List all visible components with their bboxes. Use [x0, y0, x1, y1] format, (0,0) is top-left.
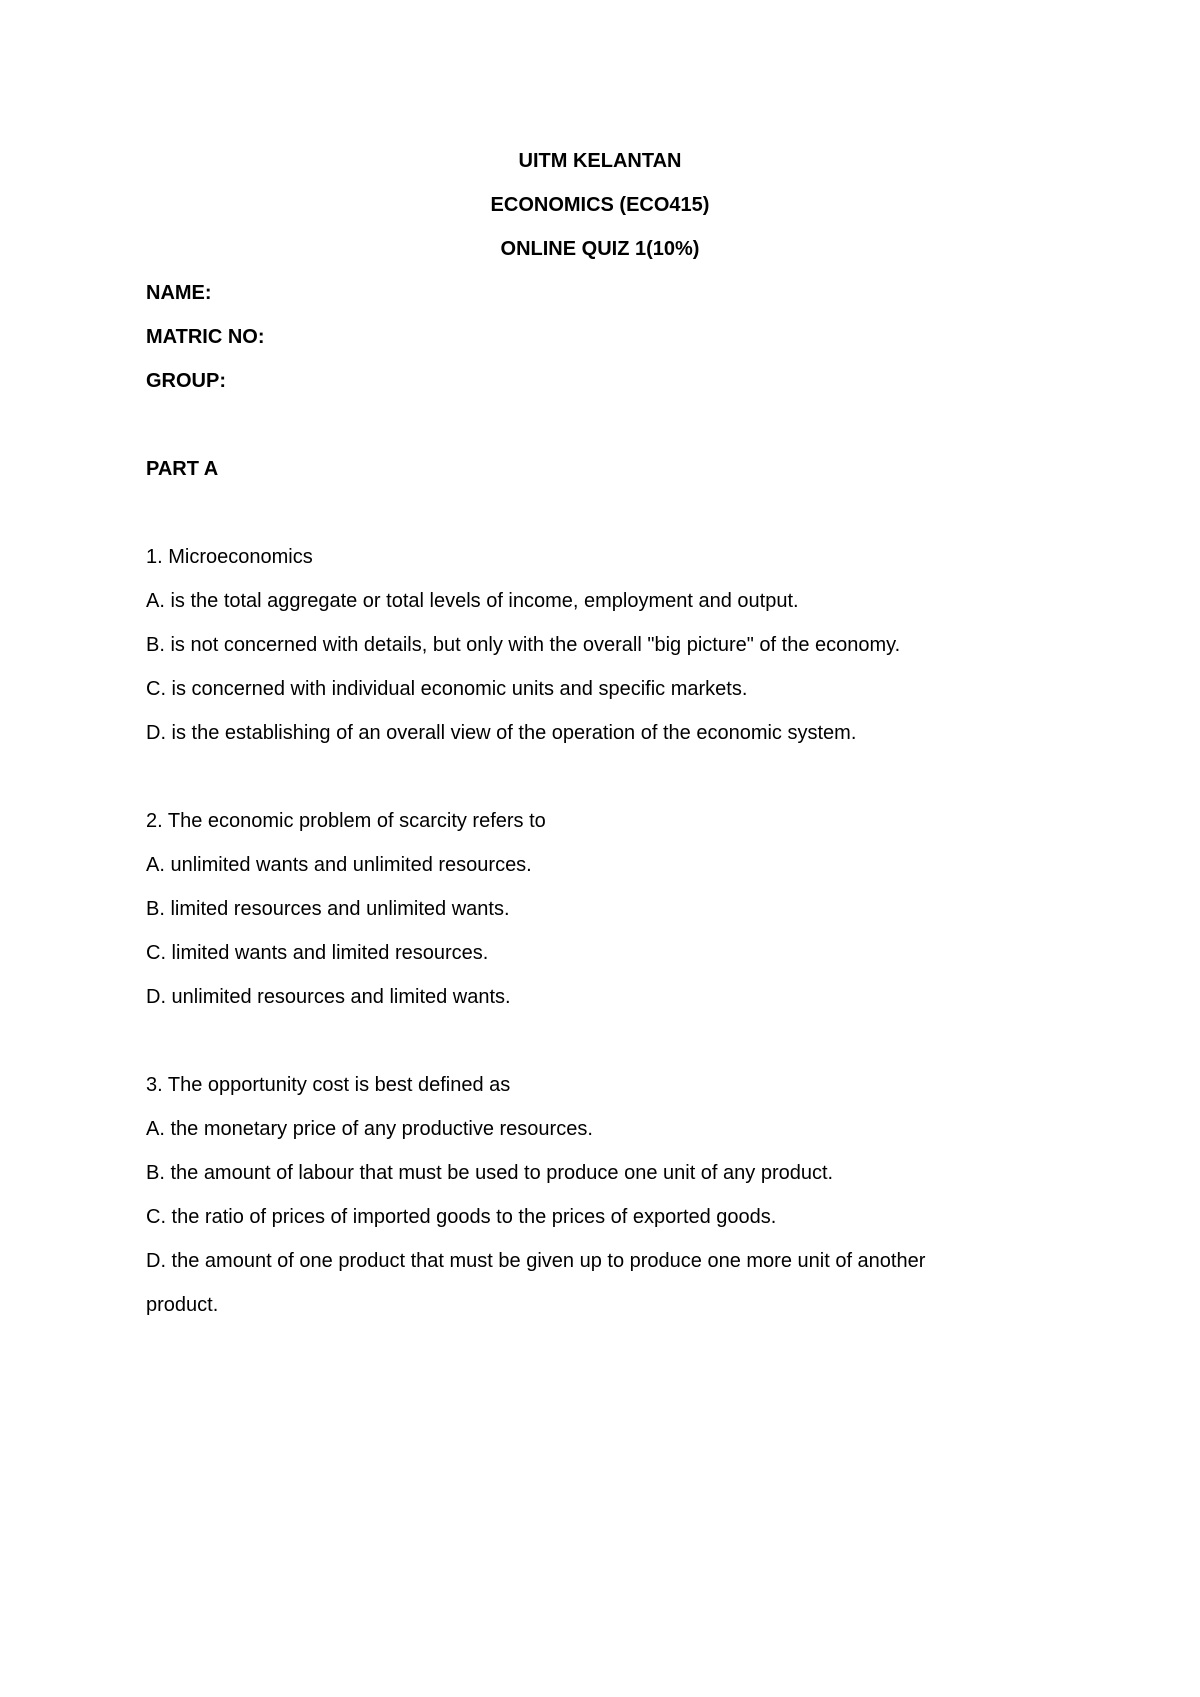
- name-field-label: NAME:: [146, 282, 212, 304]
- section-heading: PART A: [146, 458, 219, 480]
- spacer: [146, 755, 996, 799]
- group-field-label: GROUP:: [146, 370, 226, 392]
- question-stem: 3. The opportunity cost is best defined as: [146, 1074, 511, 1096]
- quiz-title: ONLINE QUIZ 1(10%): [500, 238, 700, 260]
- answer-option: D. the amount of one product that must be given up to produce one more unit of another product.: [146, 1250, 926, 1316]
- course-title: ECONOMICS (ECO415): [490, 194, 710, 216]
- answer-option: C. limited wants and limited resources.: [146, 942, 489, 964]
- quiz-content: [146, 139, 996, 1327]
- question-2: [146, 799, 996, 1019]
- answer-option: A. is the total aggregate or total levels of income, employment and output.: [146, 590, 799, 612]
- answer-option: C. is concerned with individual economic units and specific markets.: [146, 678, 748, 700]
- question-3: [146, 1063, 996, 1327]
- answer-option: C. the ratio of prices of imported goods to the prices of exported goods.: [146, 1206, 777, 1228]
- matric-field-label: MATRIC NO:: [146, 326, 265, 348]
- answer-option: A. unlimited wants and unlimited resources.: [146, 854, 532, 876]
- institution-title: UITM KELANTAN: [518, 150, 682, 172]
- question-stem: 1. Microeconomics: [146, 546, 313, 568]
- answer-option: B. is not concerned with details, but only with the overall "big picture" of the economy.: [146, 634, 901, 656]
- spacer: [146, 1019, 996, 1063]
- spacer: [146, 491, 996, 535]
- question-stem: 2. The economic problem of scarcity refers to: [146, 810, 546, 832]
- answer-option: D. unlimited resources and limited wants.: [146, 986, 511, 1008]
- question-1: [146, 535, 996, 755]
- answer-option: B. the amount of labour that must be used to produce one unit of any product.: [146, 1162, 834, 1184]
- answer-option: A. the monetary price of any productive resources.: [146, 1118, 593, 1140]
- answer-option: D. is the establishing of an overall view of the operation of the economic system.: [146, 722, 857, 744]
- spacer: [146, 403, 996, 447]
- answer-option: B. limited resources and unlimited wants.: [146, 898, 510, 920]
